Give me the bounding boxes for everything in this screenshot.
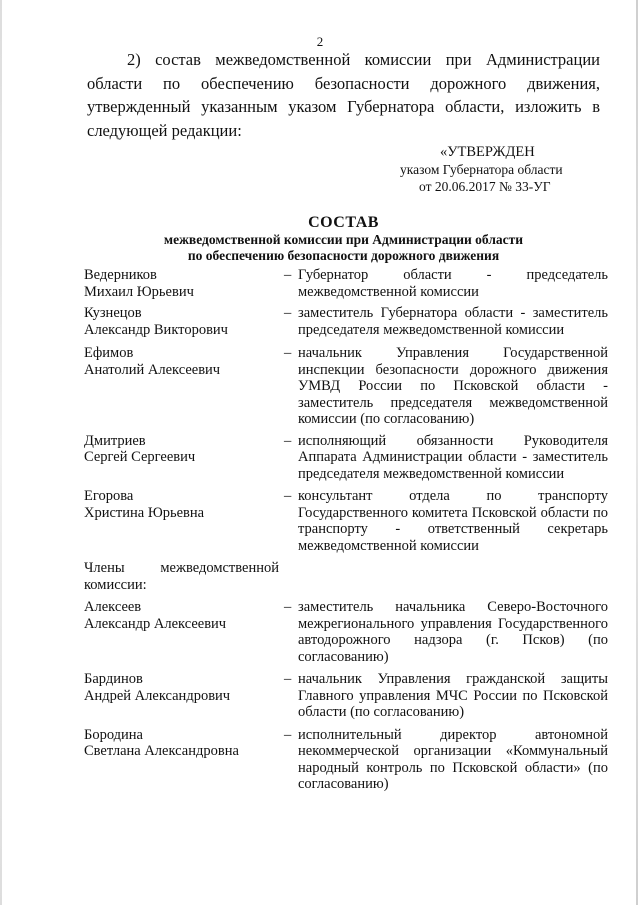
member-name [84, 305, 284, 338]
member-name [84, 433, 284, 483]
title-sub-1: межведомственной комиссии при Администрации области [163, 232, 524, 247]
member-name [84, 599, 284, 665]
member-row [84, 599, 608, 665]
scan-edge-right [636, 0, 638, 905]
dash-separator: – [284, 305, 292, 321]
member-surname: Кузнецов [84, 305, 142, 321]
member-name [84, 488, 284, 554]
document-title [87, 214, 600, 264]
approval-decree: указом Губернатора области [400, 162, 563, 177]
scan-edge-left [0, 0, 2, 905]
dash-separator: – [284, 345, 292, 361]
member-role: заместитель начальника Северо-Восточного межрегионального управления Государственного автодорожного надзора (г. Псков) (по согласованию) [298, 599, 608, 665]
member-surname: Дмитриев [84, 432, 146, 449]
member-role: начальник Управления гражданской защиты Главного управления МЧС России по Псковской области (по согласованию) [298, 671, 608, 720]
dash-separator: – [284, 488, 292, 504]
member-row [84, 488, 608, 554]
member-surname: Бородина [84, 726, 143, 743]
member-name [84, 267, 284, 300]
member-surname: Ведерников [84, 267, 157, 283]
member-row [84, 433, 608, 483]
member-row [84, 727, 608, 793]
member-row [84, 345, 608, 428]
approval-title: «УТВЕРЖДЕН [440, 144, 535, 160]
title-sub-2: по обеспечению безопасности дорожного движения [187, 248, 500, 263]
members-heading: Члены межведомственной комиссии: [84, 560, 279, 593]
dash-separator: – [284, 726, 292, 743]
member-role: заместитель Губернатора области - заместитель председателя межведомственной комиссии [298, 305, 608, 338]
member-given-name: Андрей Александрович [84, 687, 231, 704]
member-name [84, 671, 284, 721]
member-role: исполнительный директор автономной некоммерческой организации «Коммунальный народный контроль по Псковской области» (по согласованию) [298, 726, 608, 792]
member-row [84, 305, 608, 338]
member-given-name: Светлана Александровна [84, 743, 239, 759]
approval-stamp [400, 144, 600, 195]
member-role: начальник Управления Государственной инспекции безопасности дорожного движения УМВД России по Псковской области - заместитель председателя межведомственной комиссии (по согласованию) [298, 345, 608, 427]
member-surname: Бардинов [84, 671, 143, 687]
member-role: Губернатор области - председатель межведомственной комиссии [298, 267, 608, 300]
dash-separator: – [284, 267, 292, 283]
page-number: 2 [316, 34, 324, 49]
title-main: СОСТАВ [308, 214, 379, 231]
intro-paragraph: 2) состав межведомственной комиссии при Администрации области по обеспечению безопасности дорожного движения, утвержденный указанным указом Губернатора области, изложить в следующей редакции: [87, 50, 600, 140]
member-role: исполняющий обязанности Руководителя Аппарата Администрации области - заместитель председателя межведомственной комиссии [298, 432, 608, 482]
member-row [84, 267, 608, 300]
dash-separator: – [284, 599, 292, 615]
member-given-name: Александр Викторович [84, 321, 228, 338]
dash-separator: – [284, 432, 292, 449]
member-surname: Алексеев [84, 599, 142, 615]
member-row [84, 671, 608, 721]
dash-separator: – [284, 671, 292, 687]
member-name [84, 727, 284, 793]
member-surname: Ефимов [84, 345, 134, 361]
member-given-name: Сергей Сергеевич [84, 449, 196, 465]
member-role: консультант отдела по транспорту Государственного комитета Псковской области по транспорту - ответственный секретарь межведомственной комиссии [298, 488, 608, 554]
member-given-name: Христина Юрьевна [84, 504, 205, 521]
member-given-name: Александр Алексеевич [84, 615, 227, 632]
member-name [84, 345, 284, 428]
commission-roster [84, 267, 608, 793]
member-surname: Егорова [84, 488, 134, 504]
approval-date: от 20.06.2017 № 33-УГ [419, 179, 551, 194]
member-given-name: Михаил Юрьевич [84, 283, 194, 300]
member-given-name: Анатолий Алексеевич [84, 361, 221, 378]
